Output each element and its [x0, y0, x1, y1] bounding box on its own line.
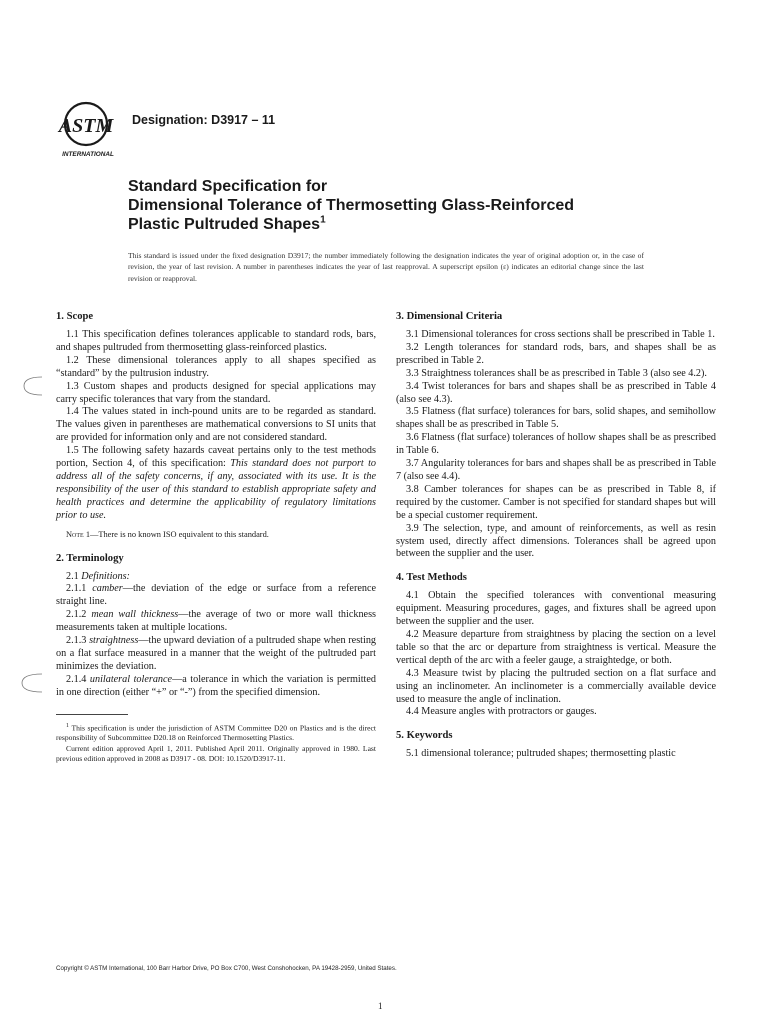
paragraph-1-3: 1.3 Custom shapes and products designed for special applications may carry specific tolerances that vary from the standard.	[56, 380, 376, 405]
footnote-rule	[56, 714, 128, 715]
paragraph-3-1: 3.1 Dimensional tolerances for cross sections shall be prescribed in Table 1.	[406, 329, 715, 340]
section-heading-test-methods: 4. Test Methods	[396, 572, 467, 584]
title-line-1: Standard Specification for	[128, 178, 328, 195]
paragraph-2-1-4: 2.1.4 unilateral tolerance—a tolerance in which the variation is permitted in one direction (either “+” or “-”) from the specified dimension.	[56, 673, 376, 698]
footnote-2: Current edition approved April 1, 2011. Published April 2011. Originally approved in 1980. Last previous edition approved in 2008 as D3917 - 08. DOI: 10.1520/D3917-11.	[56, 743, 376, 763]
title-footnote-mark: 1	[320, 214, 326, 226]
paragraph-4-2: 4.2 Measure departure from straightness by placing the section on a level table so that the arc or departure from straightness is vertical. Measure the vertical depth of the arc with a feeler gauge, a straightedge, or both.	[396, 629, 716, 666]
paragraph-1-1: 1.1 This specification defines tolerances applicable to standard rods, bars, and shapes pultruded from thermosetting glass-reinforced plastics.	[56, 329, 376, 353]
page-number: 1	[378, 1001, 383, 1011]
title-line-2: Dimensional Tolerance of Thermosetting Glass-Reinforced	[128, 197, 575, 214]
paragraph-3-9: 3.9 The selection, type, and amount of reinforcements, as well as resin system used, directly affect dimensions. Tolerances shall be agreed upon between the supplier and the user.	[396, 522, 716, 560]
paragraph-4-1: 4.1 Obtain the specified tolerances with conventional measuring equipment. Measuring procedures, gages, and fixtures shall be agreed upon between the supplier and the user.	[396, 590, 716, 628]
section-heading-keywords: 5. Keywords	[396, 730, 453, 742]
revision-marker-2	[18, 672, 58, 694]
left-column	[56, 310, 376, 764]
designation: Designation: D3917 – 11	[132, 113, 276, 127]
paragraph-3-8: 3.8 Camber tolerances for shapes can be as prescribed in Table 8, if required by the customer. Camber is not specified for standard shapes but will be a special customer requirement.	[396, 483, 716, 521]
issuance-notice: This standard is issued under the fixed designation D3917; the number immediately following the designation indicates the year of original adoption or, in the case of revision, the year of last revision. A number in parentheses indicates the year of last reapproval. A superscript epsilon (ε) indicates an editorial change since the last revision or reapproval.	[128, 251, 644, 283]
paragraph-1-4: 1.4 The values stated in inch-pound units are to be regarded as standard. The values given in parentheses are mathematical conversions to SI units that are provided for information only and are not considered standard.	[56, 406, 376, 444]
paragraph-1-2: 1.2 These dimensional tolerances apply to all shapes specified as “standard” by the pultrusion industry.	[56, 354, 376, 379]
paragraph-3-6: 3.6 Flatness (flat surface) tolerances of hollow shapes shall be as prescribed in Table 6.	[396, 432, 716, 457]
copyright-notice: Copyright © ASTM International, 100 Barr Harbor Drive, PO Box C700, West Conshohocken, PA 19428-2959, United States.	[56, 965, 397, 972]
section-heading-scope: 1. Scope	[56, 311, 94, 322]
paragraph-1-5: 1.5 The following safety hazards caveat pertains only to the test methods portion, Section 4, of this specification: This standard does not purport to address all of the safety concerns, if any, associated with its use. It is the responsibility of the user of this standard to establish appropriate safety and health practices and determine the applicability of regulatory limitations prior to use.	[56, 445, 376, 521]
paragraph-4-3: 4.3 Measure twist by placing the pultruded section on a flat surface and using an inclinometer. An inclinometer is a commercially available device used to measure the angle of inclination.	[396, 667, 716, 705]
logo-subtext: INTERNATIONAL	[62, 151, 114, 158]
paragraph-2-1-1: 2.1.1 camber—the deviation of the edge or surface from a reference straight line.	[56, 583, 376, 608]
astm-logo	[56, 100, 124, 162]
paragraph-3-3: 3.3 Straightness tolerances shall be as prescribed in Table 3 (also see 4.2).	[406, 367, 707, 379]
right-column	[396, 310, 716, 761]
section-heading-dimensional-criteria: 3. Dimensional Criteria	[396, 311, 503, 322]
section-heading-terminology: 2. Terminology	[56, 552, 124, 564]
paragraph-4-4: 4.4 Measure angles with protractors or gauges.	[406, 706, 597, 718]
paragraph-2-1: 2.1 Definitions:	[66, 570, 130, 582]
paragraph-3-2: 3.2 Length tolerances for standard rods, bars, and shapes shall be as prescribed in Table 2.	[396, 341, 716, 366]
document-title	[128, 177, 688, 234]
note-1: Note 1—There is no known ISO equivalent to this standard.	[66, 529, 269, 539]
logo-text: ASTM	[58, 115, 114, 137]
paragraph-5-1: 5.1 dimensional tolerance; pultruded shapes; thermosetting plastic	[406, 748, 676, 760]
paragraph-3-7: 3.7 Angularity tolerances for bars and shapes shall be as prescribed in Table 7 (also see 4.4).	[396, 458, 716, 482]
paragraph-2-1-2: 2.1.2 mean wall thickness—the average of two or more wall thickness measurements taken at multiple locations.	[56, 609, 376, 634]
paragraph-2-1-3: 2.1.3 straightness—the upward deviation of a pultruded shape when resting on a flat surface measured in a manner that the weight of the pultruded part minimizes the deviation.	[56, 635, 377, 672]
footnote-1: $^1$ This specification is under the jurisdiction of ASTM Committee D20 on Plastics and is the direct responsibility of Subcommittee D20.18 on Reinforced Thermosetting Plastics.	[56, 722, 376, 743]
paragraph-3-5: 3.5 Flatness (flat surface) tolerances for bars, solid shapes, and semihollow shapes shall be as prescribed in Table 5.	[396, 406, 716, 431]
title-line-3: Plastic Pultruded Shapes$^1$	[128, 214, 326, 233]
revision-marker-1	[20, 375, 60, 397]
paragraph-3-4: 3.4 Twist tolerances for bars and shapes shall be as prescribed in Table 4 (also see 4.3).	[396, 380, 716, 405]
